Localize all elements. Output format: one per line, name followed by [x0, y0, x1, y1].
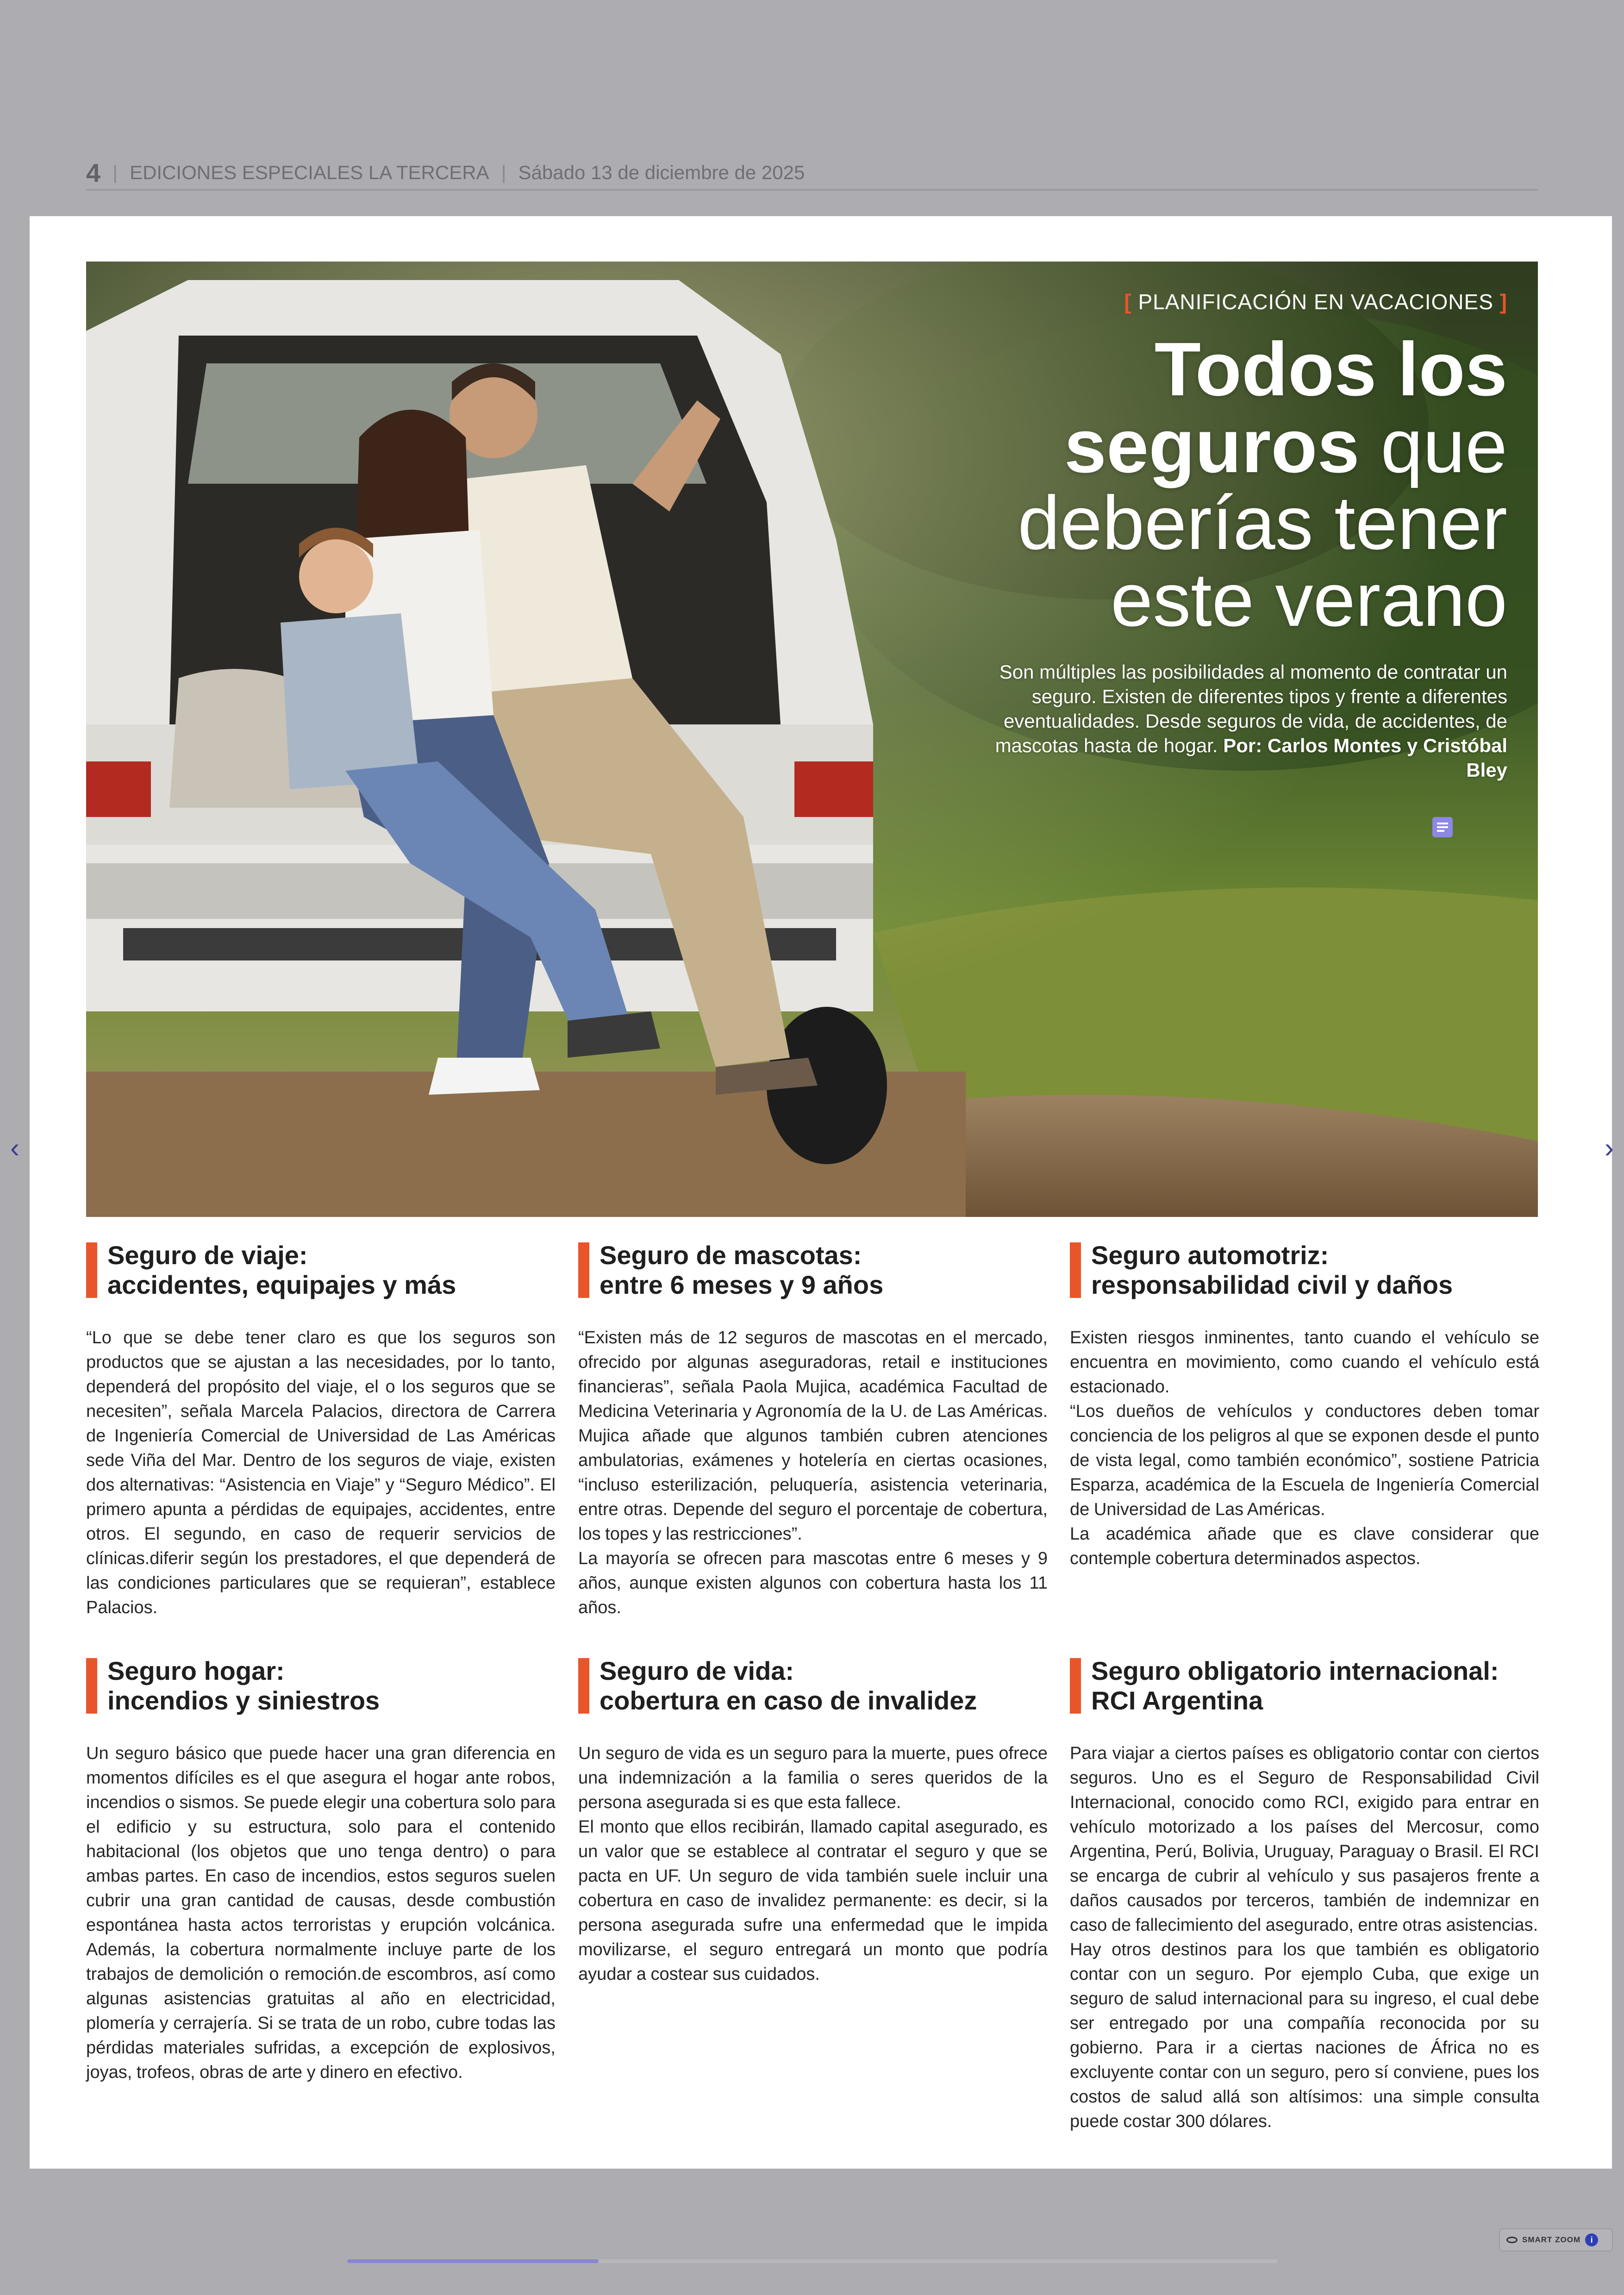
dek-text: Son múltiples las posibilidades al momento de contratar un seguro. Existen de diferentes tipos y frente a diferentes eventualidades. Desde seguros de vida, de accidentes, de mascotas hasta de hogar. [995, 661, 1507, 756]
section-seguro-hogar [86, 1656, 556, 2085]
section-seguro-viaje [86, 1241, 556, 1620]
smart-zoom-button[interactable] [1499, 2228, 1613, 2251]
section-title [86, 1241, 556, 1300]
section-title-line-1: Seguro hogar: [107, 1656, 285, 1685]
section-title-line-1: Seguro de mascotas: [600, 1241, 862, 1270]
section-title [578, 1241, 1048, 1300]
eye-icon [1506, 2237, 1518, 2243]
section-title-line-2: incendios y siniestros [107, 1686, 380, 1715]
smart-zoom-label: SMART ZOOM [1522, 2235, 1581, 2244]
section-title-line-1: Seguro automotriz: [1091, 1241, 1329, 1270]
article-headline [859, 327, 1507, 642]
page-progress-fill [347, 2259, 599, 2263]
article-dek [952, 660, 1507, 782]
section-title [578, 1656, 1048, 1715]
section-body: Un seguro básico que puede hacer una gran diferencia en momentos difíciles es el que asegura el hogar ante robos, incendios o sismos. Se puede elegir una cobertura solo para el edificio y su estructura, solo para el contenido habitacional (los objetos que uno tenga dentro) o para ambas partes. En caso de incendios, estos seguros suelen cubrir una gran cantidad de causas, desde combustión espontánea hasta actos terroristas y erupción volcánica. Además, la cobertura normalmente incluye parte de los trabajos de demolición o remoción.de escombros, así como algunas asistencias gratuitas al año en electricidad, plomería y cerrajería. Si se trata de un robo, cubre todas las pérdidas materiales sufridas, a excepción de explosivos, joyas, trofeos, obras de arte y dinero en efectivo. [86, 1744, 556, 2082]
note-icon[interactable] [1432, 817, 1453, 837]
section-title-line-1: Seguro de vida: [600, 1656, 794, 1685]
headline-light-3: este verano [1111, 557, 1507, 642]
section-title-line-2: accidentes, equipajes y más [107, 1270, 456, 1299]
section-title [1070, 1241, 1539, 1300]
headline-bold: Todos los seguros [1064, 327, 1507, 488]
section-title-line-1: Seguro obligatorio internacional: [1091, 1656, 1499, 1685]
section-seguro-internacional [1070, 1656, 1539, 2134]
publication-date: Sábado 13 de diciembre de 2025 [518, 162, 805, 183]
section-title [86, 1656, 556, 1715]
info-icon[interactable]: i [1585, 2233, 1598, 2246]
section-body: “Existen más de 12 seguros de mascotas en el mercado, ofrecido por algunas aseguradoras, retail e instituciones financieras”, señala Paola Mujica, académica Facultad de Medicina Veterinaria y Agronomía de la U. de Las Américas. Mujica añade que algunos también cubren atenciones ambulatorias, exámenes y hotelería en ciertas ocasiones, “incluso esterilización, peluquería, asistencia veterinaria, entre otras. Depende del seguro el porcentaje de cobertura, los topes y las restricciones”. La mayoría se ofrecen para mascotas entre 6 meses y 9 años, aunque existen algunos con cobertura hasta los 11 años. [578, 1328, 1048, 1617]
section-body: Para viajar a ciertos países es obligatorio contar con ciertos seguros. Uno es el Seguro de Responsabilidad Civil Internacional, conocido como RCI, exigido para entrar en vehículo motorizado a los países del Mercosur, como Argentina, Perú, Bolivia, Uruguay, Paraguay o Brasil. El RCI se encarga de cubrir al vehículo y sus pasajeros frente a daños causados por terceros, también de indemnizar en caso de fallecimiento del asegurado, entre otras asistencias. Hay otros destinos para los que también es obligatorio contar con un seguro. Por ejemplo Cuba, que exige un seguro de salud internacional para su ingreso, el cual debe ser entregado por una compañía reconocida por su gobierno. Para ir a ciertas naciones de África no es excluyente contar con un seguro, pero sí conviene, pues los costos de salud allá son altísimos: una simple consulta puede costar 300 dólares. [1070, 1744, 1539, 2131]
kicker-bracket-close: ] [1499, 290, 1507, 314]
section-body: “Lo que se debe tener claro es que los seguros son productos que se ajustan a las necesidades, por lo tanto, dependerá del propósito del viaje, el o los seguros que se necesiten”, señala Marcela Palacios, directora de Carrera de Ingeniería Comercial de Universidad de Las Américas sede Viña del Mar. Dentro de los seguros de viaje, existen dos alternativas: “Asistencia en Viaje” y “Seguro Médico”. El primero apunta a pérdidas de equipajes, accidentes, entre otros. El segundo, en caso de requerir servicios de clínicas.diferir según los prestadores, el que dependerá de las condiciones particulares que se requieran”, establece Palacios. [86, 1328, 556, 1617]
chevron-left-icon[interactable]: ‹ [10, 1132, 19, 1163]
section-title-line-2: cobertura en caso de invalidez [600, 1686, 977, 1715]
headline-light-1: que [1380, 404, 1507, 488]
section-title-line-2: responsabilidad civil y daños [1091, 1270, 1453, 1299]
section-title-line-1: Seguro de viaje: [107, 1241, 308, 1270]
running-header [86, 156, 1538, 191]
header-divider: | [112, 162, 118, 183]
kicker-text: PLANIFICACIÓN EN VACACIONES [1138, 290, 1493, 314]
section-seguro-vida [578, 1656, 1048, 1987]
section-title-line-2: entre 6 meses y 9 años [600, 1270, 884, 1299]
section-kicker [1124, 289, 1507, 314]
hero-photo [86, 262, 1538, 1217]
byline: Por: Carlos Montes y Cristóbal Bley [1223, 735, 1507, 781]
section-title-line-2: RCI Argentina [1091, 1686, 1263, 1715]
headline-light-2: deberías tener [1018, 480, 1507, 565]
section-seguro-automotriz [1070, 1241, 1539, 1571]
section-seguro-mascotas [578, 1241, 1048, 1620]
publication-name: EDICIONES ESPECIALES LA TERCERA [130, 162, 489, 183]
kicker-bracket-open: [ [1124, 290, 1132, 314]
header-divider: | [501, 162, 506, 183]
section-title [1070, 1656, 1539, 1715]
section-body: Existen riesgos inminentes, tanto cuando el vehículo se encuentra en movimiento, como cuando el vehículo está estacionado. “Los dueños de vehículos y conductores deben tomar conciencia de los peligros al que se exponen desde el punto de vista legal, como también económico”, sostiene Patricia Esparza, académica de la Escuela de Ingeniería Comercial de Universidad de Las Américas. La académica añade que es clave considerar que contemple cobertura determinados aspectos. [1070, 1328, 1539, 1568]
page-number: 4 [86, 158, 101, 187]
chevron-right-icon[interactable]: › [1605, 1132, 1614, 1163]
section-body: Un seguro de vida es un seguro para la muerte, pues ofrece una indemnización a la familia o seres queridos de la persona asegurada si es que esta fallece. El monto que ellos recibirán, llamado capital asegurado, es un valor que se establece al contratar el seguro y que se pacta en UF. Un seguro de vida también suele incluir una cobertura en caso de invalidez permanente: es decir, si la persona asegurada sufre una enfermedad que le impida movilizarse, el seguro entregará un monto que podría ayudar a costear sus cuidados. [578, 1744, 1048, 1984]
page-progress-bar[interactable] [347, 2259, 1278, 2263]
